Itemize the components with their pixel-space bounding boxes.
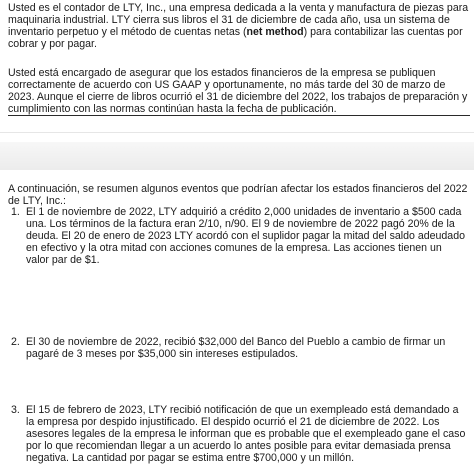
list-item-number: 2.: [11, 336, 20, 348]
list-item-number: 3.: [11, 404, 20, 416]
intro-p1-after: ) para contabilizar las cuentas por cobrar y por pagar.: [8, 26, 463, 50]
events-intro: [8, 183, 470, 207]
events-intro-text: A continuación, se resumen algunos eventos que podrían afectar los estados financieros del 2022 de LTY, Inc.:: [8, 183, 468, 207]
list-item: [8, 404, 466, 464]
intro-paragraph-2: [8, 67, 470, 116]
list-item-text: El 15 de febrero de 2023, LTY recibió notificación de que un exempleado está demandado a la empresa por despido injustificado. El despido ocurrió el 21 de diciembre de 2022. Los asesores legales de la empresa le informan que es probable que el exempleado gane el caso por lo que recomiendan llegar a un acuerdo lo antes posible para evitar demasiada prensa negativa. La cantidad por pagar se estima entre $700,000 y un millón.: [26, 404, 466, 464]
list-item-text: El 30 de noviembre de 2022, recibió $32,000 del Banco del Pueblo a cambio de firmar un pagaré de 3 meses por $35,000 sin intereses estipulados.: [26, 336, 446, 360]
list-item-number: 1.: [11, 206, 20, 218]
list-item: [8, 336, 466, 360]
events-list: [8, 206, 466, 464]
section-divider: [0, 142, 474, 170]
intro-p1-before: Usted es el contador de LTY, Inc., una empresa dedicada a la venta y manufactura de piezas para maquinaria industrial. LTY cierra sus libros el 31 de diciembre de cada año, usa un sistema de inventario perpetuo y el método de cuentas netas (: [8, 2, 469, 38]
list-item: [8, 206, 466, 266]
intro-paragraph-1-text: [8, 2, 470, 50]
intro-paragraph-2-text: Usted está encargado de asegurar que los estados financieros de la empresa se publiquen correctamente de acuerdo con US GAAP y oportunamente, no más tarde del 30 de marzo de 2023. Aunque el cierre de libros ocurrió el 31 de diciembre del 2022, los trabajos de preparación y cumplimiento con las normas continúan hasta la fecha de publicación.: [8, 67, 470, 116]
section-divider-line: [0, 132, 474, 133]
list-item-text: El 1 de noviembre de 2022, LTY adquirió a crédito 2,000 unidades de inventario a $500 cada una. Los términos de la factura eran 2/10, n/90. El 9 de noviembre de 2022 pagó 20% de la deuda. El 20 de enero de 2023 LTY acordó con el suplidor pagar la mitad del saldo adeudado en efectivo y la otra mitad con acciones comunes de la empresa. Las acciones tienen un valor par de $1.: [26, 206, 465, 266]
net-method-term: net method: [246, 26, 304, 38]
intro-paragraph-1: [8, 2, 470, 50]
